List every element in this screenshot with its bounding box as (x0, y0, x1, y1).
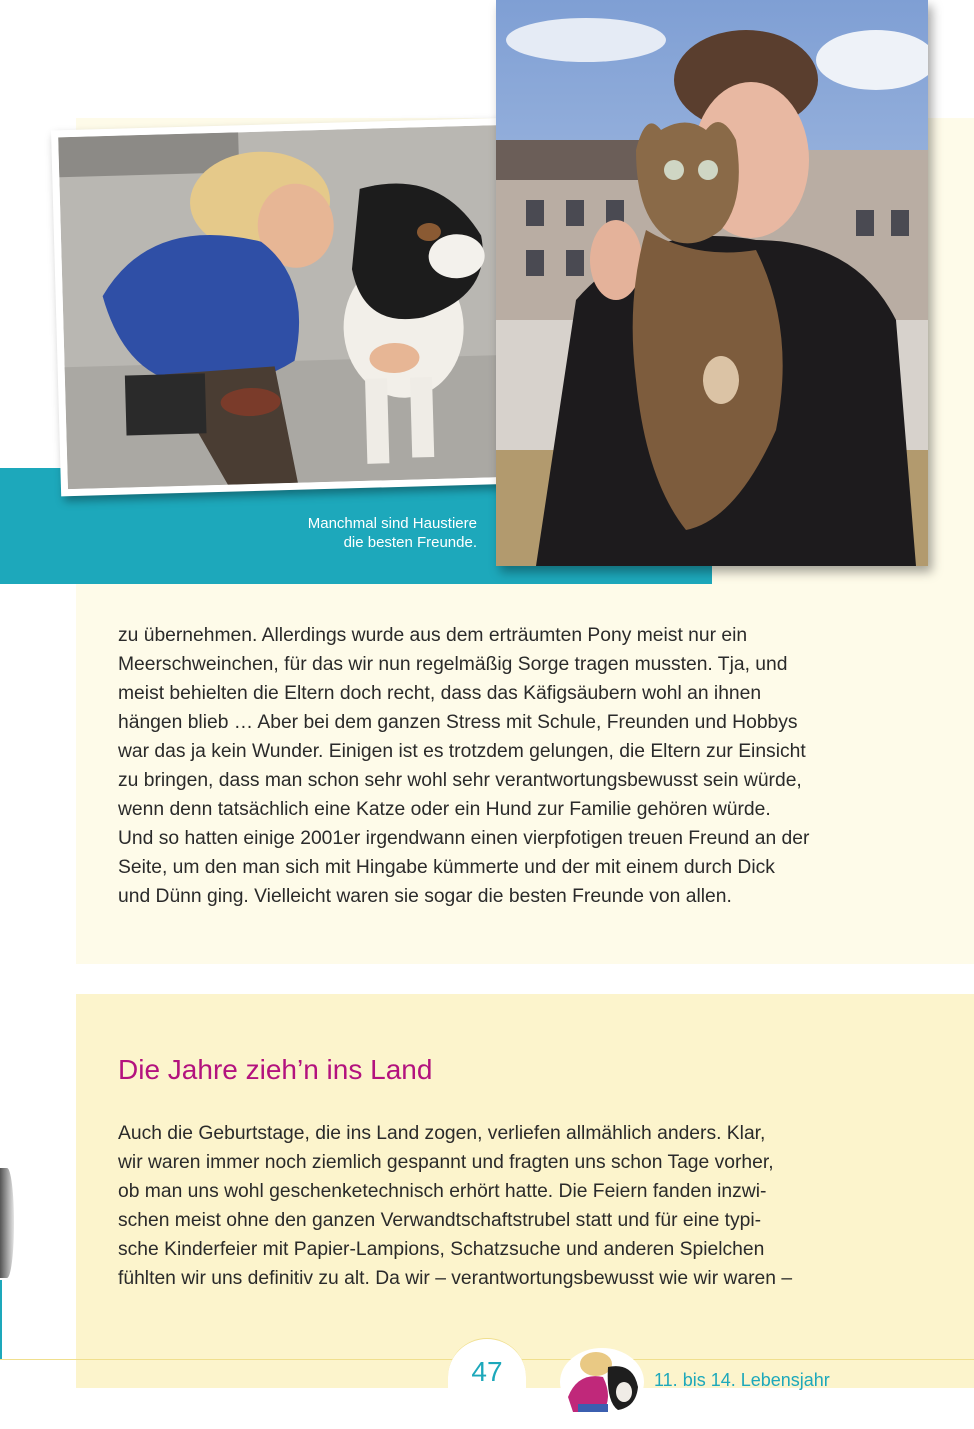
text-line: und Dünn ging. Vielleicht waren sie sogar die besten Freunde von allen. (118, 886, 732, 907)
text-line: schen meist ohne den ganzen Verwandtschaftstrubel statt und für eine typi- (118, 1210, 762, 1231)
text-line: fühlten wir uns definitiv zu alt. Da wir – verantwortungsbewusst wie wir waren – (118, 1268, 793, 1289)
footer-thumbnail-child-dog (558, 1342, 646, 1417)
text-line: war das ja kein Wunder. Einigen ist es trotzdem gelungen, die Eltern zur Einsicht (118, 741, 806, 762)
man-cat-illustration (496, 0, 928, 566)
text-line: ob man uns wohl geschenketechnisch erhört hatte. Die Feiern fanden inzwi- (118, 1181, 767, 1202)
chapter-label: 11. bis 14. Lebensjahr (654, 1370, 830, 1390)
text-line: sche Kinderfeier mit Papier-Lampions, Schatzsuche und anderen Spielchen (118, 1239, 765, 1260)
page-number: 47 (471, 1356, 503, 1387)
page-edge-shadow (0, 1168, 14, 1278)
text-line: Auch die Geburtstage, die ins Land zogen, verliefen allmählich anders. Klar, (118, 1123, 766, 1144)
photo-young-man-with-cat (496, 0, 928, 566)
text-line: hängen blieb … Aber bei dem ganzen Stress mit Schule, Freunden und Hobbys (118, 712, 798, 733)
text-line: wir waren immer noch ziemlich gespannt und fragten uns schon Tage vorher, (118, 1152, 774, 1173)
text-line: wenn denn tatsächlich eine Katze oder ein Hund zur Familie gehören würde. (118, 799, 771, 820)
body-text-top (118, 621, 878, 911)
text-line: meist behielten die Eltern doch recht, dass das Käfigsäubern wohl an ihnen (118, 683, 762, 704)
text-line: zu bringen, dass man schon sehr wohl sehr verantwortungsbewusst sein würde, (118, 770, 802, 791)
paragraph-birthdays (118, 1119, 878, 1293)
text-line: Seite, um den man sich mit Hingabe kümmerte und der mit einem durch Dick (118, 857, 775, 878)
page-edge-rule (0, 1280, 2, 1360)
text-line: Meerschweinchen, für das wir nun regelmäßig Sorge tragen mussten. Tja, und (118, 654, 788, 675)
child-dog-illustration (58, 125, 516, 489)
text-line: Und so hatten einige 2001er irgendwann einen vierpfotigen treuen Freund an der (118, 828, 810, 849)
section-heading: Die Jahre zieh’n ins Land (118, 1054, 433, 1085)
text-line: zu übernehmen. Allerdings wurde aus dem erträumten Pony meist nur ein (118, 625, 748, 646)
photo-caption-line-2: die besten Freunde. (343, 534, 477, 551)
photo-caption-line-1: Manchmal sind Haustiere (307, 515, 477, 532)
paragraph-pets (118, 621, 878, 911)
photo-child-with-dog (51, 118, 523, 497)
photo-caption (217, 514, 477, 552)
body-text-section (118, 1119, 878, 1293)
